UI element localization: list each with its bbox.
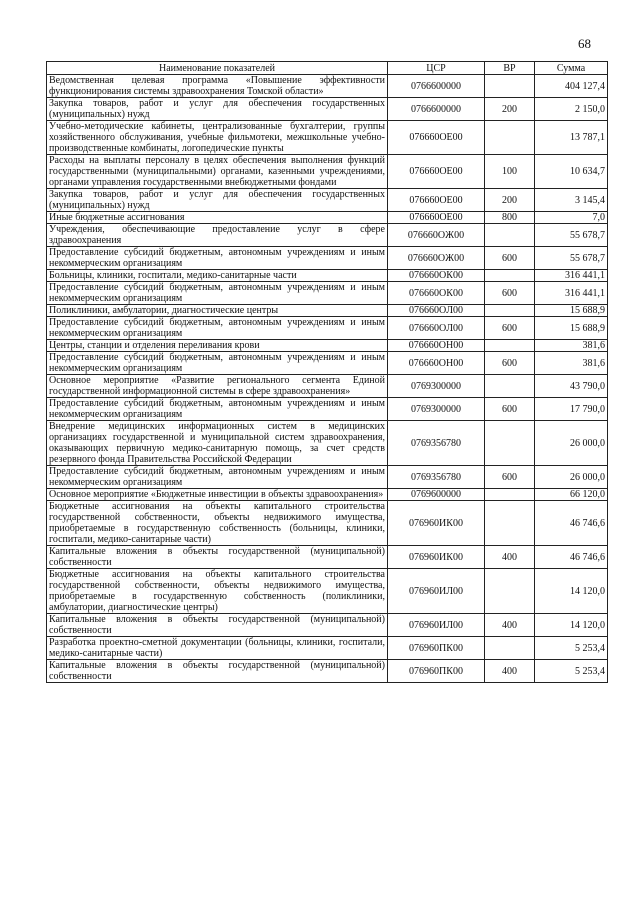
table-row	[47, 398, 608, 421]
row-name-cell: Поликлиники, амбулатории, диагностические центры	[47, 305, 388, 317]
row-csr-cell: 076960ИЛ00	[388, 614, 485, 637]
row-csr-cell: 0766600000	[388, 98, 485, 121]
row-csr-cell: 076660OE00	[388, 121, 485, 155]
row-csr-cell: 076960ИЛ00	[388, 569, 485, 614]
row-sum-cell: 17 790,0	[535, 398, 608, 421]
row-vr-cell	[485, 637, 535, 660]
row-vr-cell: 400	[485, 614, 535, 637]
row-vr-cell: 800	[485, 212, 535, 224]
row-sum-cell: 46 746,6	[535, 546, 608, 569]
row-vr-cell	[485, 305, 535, 317]
table-body	[47, 75, 608, 683]
row-sum-cell: 5 253,4	[535, 660, 608, 683]
row-csr-cell: 076660OН00	[388, 340, 485, 352]
row-name-cell: Предоставление субсидий бюджетным, автономным учреждениям и иным некоммерческим организациям	[47, 352, 388, 375]
row-name-cell: Предоставление субсидий бюджетным, автономным учреждениям и иным некоммерческим организациям	[47, 398, 388, 421]
row-vr-cell	[485, 501, 535, 546]
row-vr-cell	[485, 270, 535, 282]
row-sum-cell: 5 253,4	[535, 637, 608, 660]
row-csr-cell: 0769600000	[388, 489, 485, 501]
row-sum-cell: 43 790,0	[535, 375, 608, 398]
row-csr-cell: 076660OЛ00	[388, 317, 485, 340]
row-name-cell: Ведомственная целевая программа «Повышение эффективности функционирования системы здравоохранения Томской области»	[47, 75, 388, 98]
row-csr-cell: 076660OE00	[388, 212, 485, 224]
row-sum-cell: 15 688,9	[535, 317, 608, 340]
table-row	[47, 317, 608, 340]
table-row	[47, 375, 608, 398]
table-row	[47, 489, 608, 501]
row-name-cell: Иные бюджетные ассигнования	[47, 212, 388, 224]
row-name-cell: Основное мероприятие «Бюджетные инвестиции в объекты здравоохранения»	[47, 489, 388, 501]
table-row	[47, 340, 608, 352]
row-sum-cell: 381,6	[535, 352, 608, 375]
row-csr-cell: 076660OE00	[388, 155, 485, 189]
table-row	[47, 546, 608, 569]
table-row	[47, 189, 608, 212]
row-csr-cell: 0769300000	[388, 375, 485, 398]
row-vr-cell: 600	[485, 352, 535, 375]
row-csr-cell: 076660OК00	[388, 282, 485, 305]
row-name-cell: Предоставление субсидий бюджетным, автономным учреждениям и иным некоммерческим организациям	[47, 282, 388, 305]
row-name-cell: Разработка проектно-сметной документации (больницы, клиники, госпитали, медико-санитарные части)	[47, 637, 388, 660]
row-vr-cell: 600	[485, 466, 535, 489]
row-name-cell: Расходы на выплаты персоналу в целях обеспечения выполнения функций государственными (муниципальными) органами, казенными учреждениями, органами управления государственными внебюджетными фондами	[47, 155, 388, 189]
row-csr-cell: 076660OЖ00	[388, 247, 485, 270]
row-name-cell: Бюджетные ассигнования на объекты капитального строительства государственной собственности, объекты недвижимого имущества, приобретаемые в государственную собственность (больницы, клиники, госпитали, медико-санитарные части)	[47, 501, 388, 546]
row-vr-cell: 400	[485, 660, 535, 683]
row-vr-cell: 400	[485, 546, 535, 569]
table-row	[47, 224, 608, 247]
row-name-cell: Бюджетные ассигнования на объекты капитального строительства государственной собственности, объекты недвижимого имущества, приобретаемые в государственную собственность (поликлиники, амбулатории, диагностические центры)	[47, 569, 388, 614]
table-row	[47, 501, 608, 546]
row-csr-cell: 076960ИК00	[388, 546, 485, 569]
table-row	[47, 270, 608, 282]
table-row	[47, 466, 608, 489]
row-name-cell: Закупка товаров, работ и услуг для обеспечения государственных (муниципальных) нужд	[47, 189, 388, 212]
table-row	[47, 352, 608, 375]
row-vr-cell: 200	[485, 189, 535, 212]
row-vr-cell: 600	[485, 247, 535, 270]
row-name-cell: Учебно-методические кабинеты, централизованные бухгалтерии, группы хозяйственного обслуживания, учебные фильмотеки, межшкольные учебно-производственные комбинаты, логопедические пункты	[47, 121, 388, 155]
row-csr-cell: 076960ПК00	[388, 660, 485, 683]
row-name-cell: Предоставление субсидий бюджетным, автономным учреждениям и иным некоммерческим организациям	[47, 466, 388, 489]
table-row	[47, 660, 608, 683]
row-vr-cell	[485, 121, 535, 155]
row-sum-cell: 55 678,7	[535, 224, 608, 247]
row-vr-cell	[485, 489, 535, 501]
row-name-cell: Центры, станции и отделения переливания крови	[47, 340, 388, 352]
row-vr-cell	[485, 375, 535, 398]
row-csr-cell: 0769356780	[388, 466, 485, 489]
row-sum-cell: 14 120,0	[535, 569, 608, 614]
table-row	[47, 637, 608, 660]
row-csr-cell: 076960ИК00	[388, 501, 485, 546]
row-csr-cell: 076660OЖ00	[388, 224, 485, 247]
table-row	[47, 98, 608, 121]
row-name-cell: Капитальные вложения в объекты государственной (муниципальной) собственности	[47, 660, 388, 683]
row-name-cell: Предоставление субсидий бюджетным, автономным учреждениям и иным некоммерческим организациям	[47, 317, 388, 340]
row-vr-cell: 600	[485, 317, 535, 340]
row-vr-cell	[485, 340, 535, 352]
row-name-cell: Учреждения, обеспечивающие предоставление услуг в сфере здравоохранения	[47, 224, 388, 247]
row-vr-cell: 600	[485, 282, 535, 305]
row-sum-cell: 2 150,0	[535, 98, 608, 121]
row-name-cell: Закупка товаров, работ и услуг для обеспечения государственных (муниципальных) нужд	[47, 98, 388, 121]
row-sum-cell: 66 120,0	[535, 489, 608, 501]
row-name-cell: Предоставление субсидий бюджетным, автономным учреждениям и иным некоммерческим организациям	[47, 247, 388, 270]
row-sum-cell: 316 441,1	[535, 282, 608, 305]
row-csr-cell: 076660OE00	[388, 189, 485, 212]
row-vr-cell	[485, 75, 535, 98]
row-name-cell: Капитальные вложения в объекты государственной (муниципальной) собственности	[47, 546, 388, 569]
row-sum-cell: 13 787,1	[535, 121, 608, 155]
row-sum-cell: 10 634,7	[535, 155, 608, 189]
row-csr-cell: 076660OН00	[388, 352, 485, 375]
row-sum-cell: 26 000,0	[535, 421, 608, 466]
row-sum-cell: 3 145,4	[535, 189, 608, 212]
row-sum-cell: 26 000,0	[535, 466, 608, 489]
header-vr: ВР	[485, 62, 535, 75]
row-name-cell: Внедрение медицинских информационных систем в медицинских организациях государственной и муниципальной систем здравоохранения, оказывающих первичную медико-санитарную помощь, за счет средств резервного фонда Правительства Российской Федерации	[47, 421, 388, 466]
row-csr-cell: 076660OЛ00	[388, 305, 485, 317]
row-sum-cell: 14 120,0	[535, 614, 608, 637]
page-number: 68	[578, 36, 591, 51]
table-row	[47, 247, 608, 270]
row-vr-cell: 100	[485, 155, 535, 189]
table-row	[47, 212, 608, 224]
budget-table	[46, 61, 608, 683]
table-row	[47, 305, 608, 317]
table-row	[47, 155, 608, 189]
table-row	[47, 282, 608, 305]
row-name-cell: Основное мероприятие «Развитие регионального сегмента Единой государственной информационной системы в сфере здравоохранения»	[47, 375, 388, 398]
table-row	[47, 614, 608, 637]
row-sum-cell: 46 746,6	[535, 501, 608, 546]
table-header-row	[47, 62, 608, 75]
row-csr-cell: 0769300000	[388, 398, 485, 421]
row-csr-cell: 0769356780	[388, 421, 485, 466]
table-row	[47, 75, 608, 98]
row-csr-cell: 076660OК00	[388, 270, 485, 282]
row-sum-cell: 381,6	[535, 340, 608, 352]
table-row	[47, 569, 608, 614]
header-sum: Сумма	[535, 62, 608, 75]
row-name-cell: Капитальные вложения в объекты государственной (муниципальной) собственности	[47, 614, 388, 637]
row-csr-cell: 076960ПК00	[388, 637, 485, 660]
row-vr-cell: 200	[485, 98, 535, 121]
header-csr: ЦСР	[388, 62, 485, 75]
row-vr-cell	[485, 569, 535, 614]
row-vr-cell	[485, 224, 535, 247]
table-row	[47, 421, 608, 466]
row-sum-cell: 7,0	[535, 212, 608, 224]
row-sum-cell: 404 127,4	[535, 75, 608, 98]
row-csr-cell: 0766600000	[388, 75, 485, 98]
row-sum-cell: 15 688,9	[535, 305, 608, 317]
row-sum-cell: 55 678,7	[535, 247, 608, 270]
row-vr-cell	[485, 421, 535, 466]
row-name-cell: Больницы, клиники, госпитали, медико-санитарные части	[47, 270, 388, 282]
header-name: Наименование показателей	[47, 62, 388, 75]
table-row	[47, 121, 608, 155]
row-vr-cell: 600	[485, 398, 535, 421]
row-sum-cell: 316 441,1	[535, 270, 608, 282]
